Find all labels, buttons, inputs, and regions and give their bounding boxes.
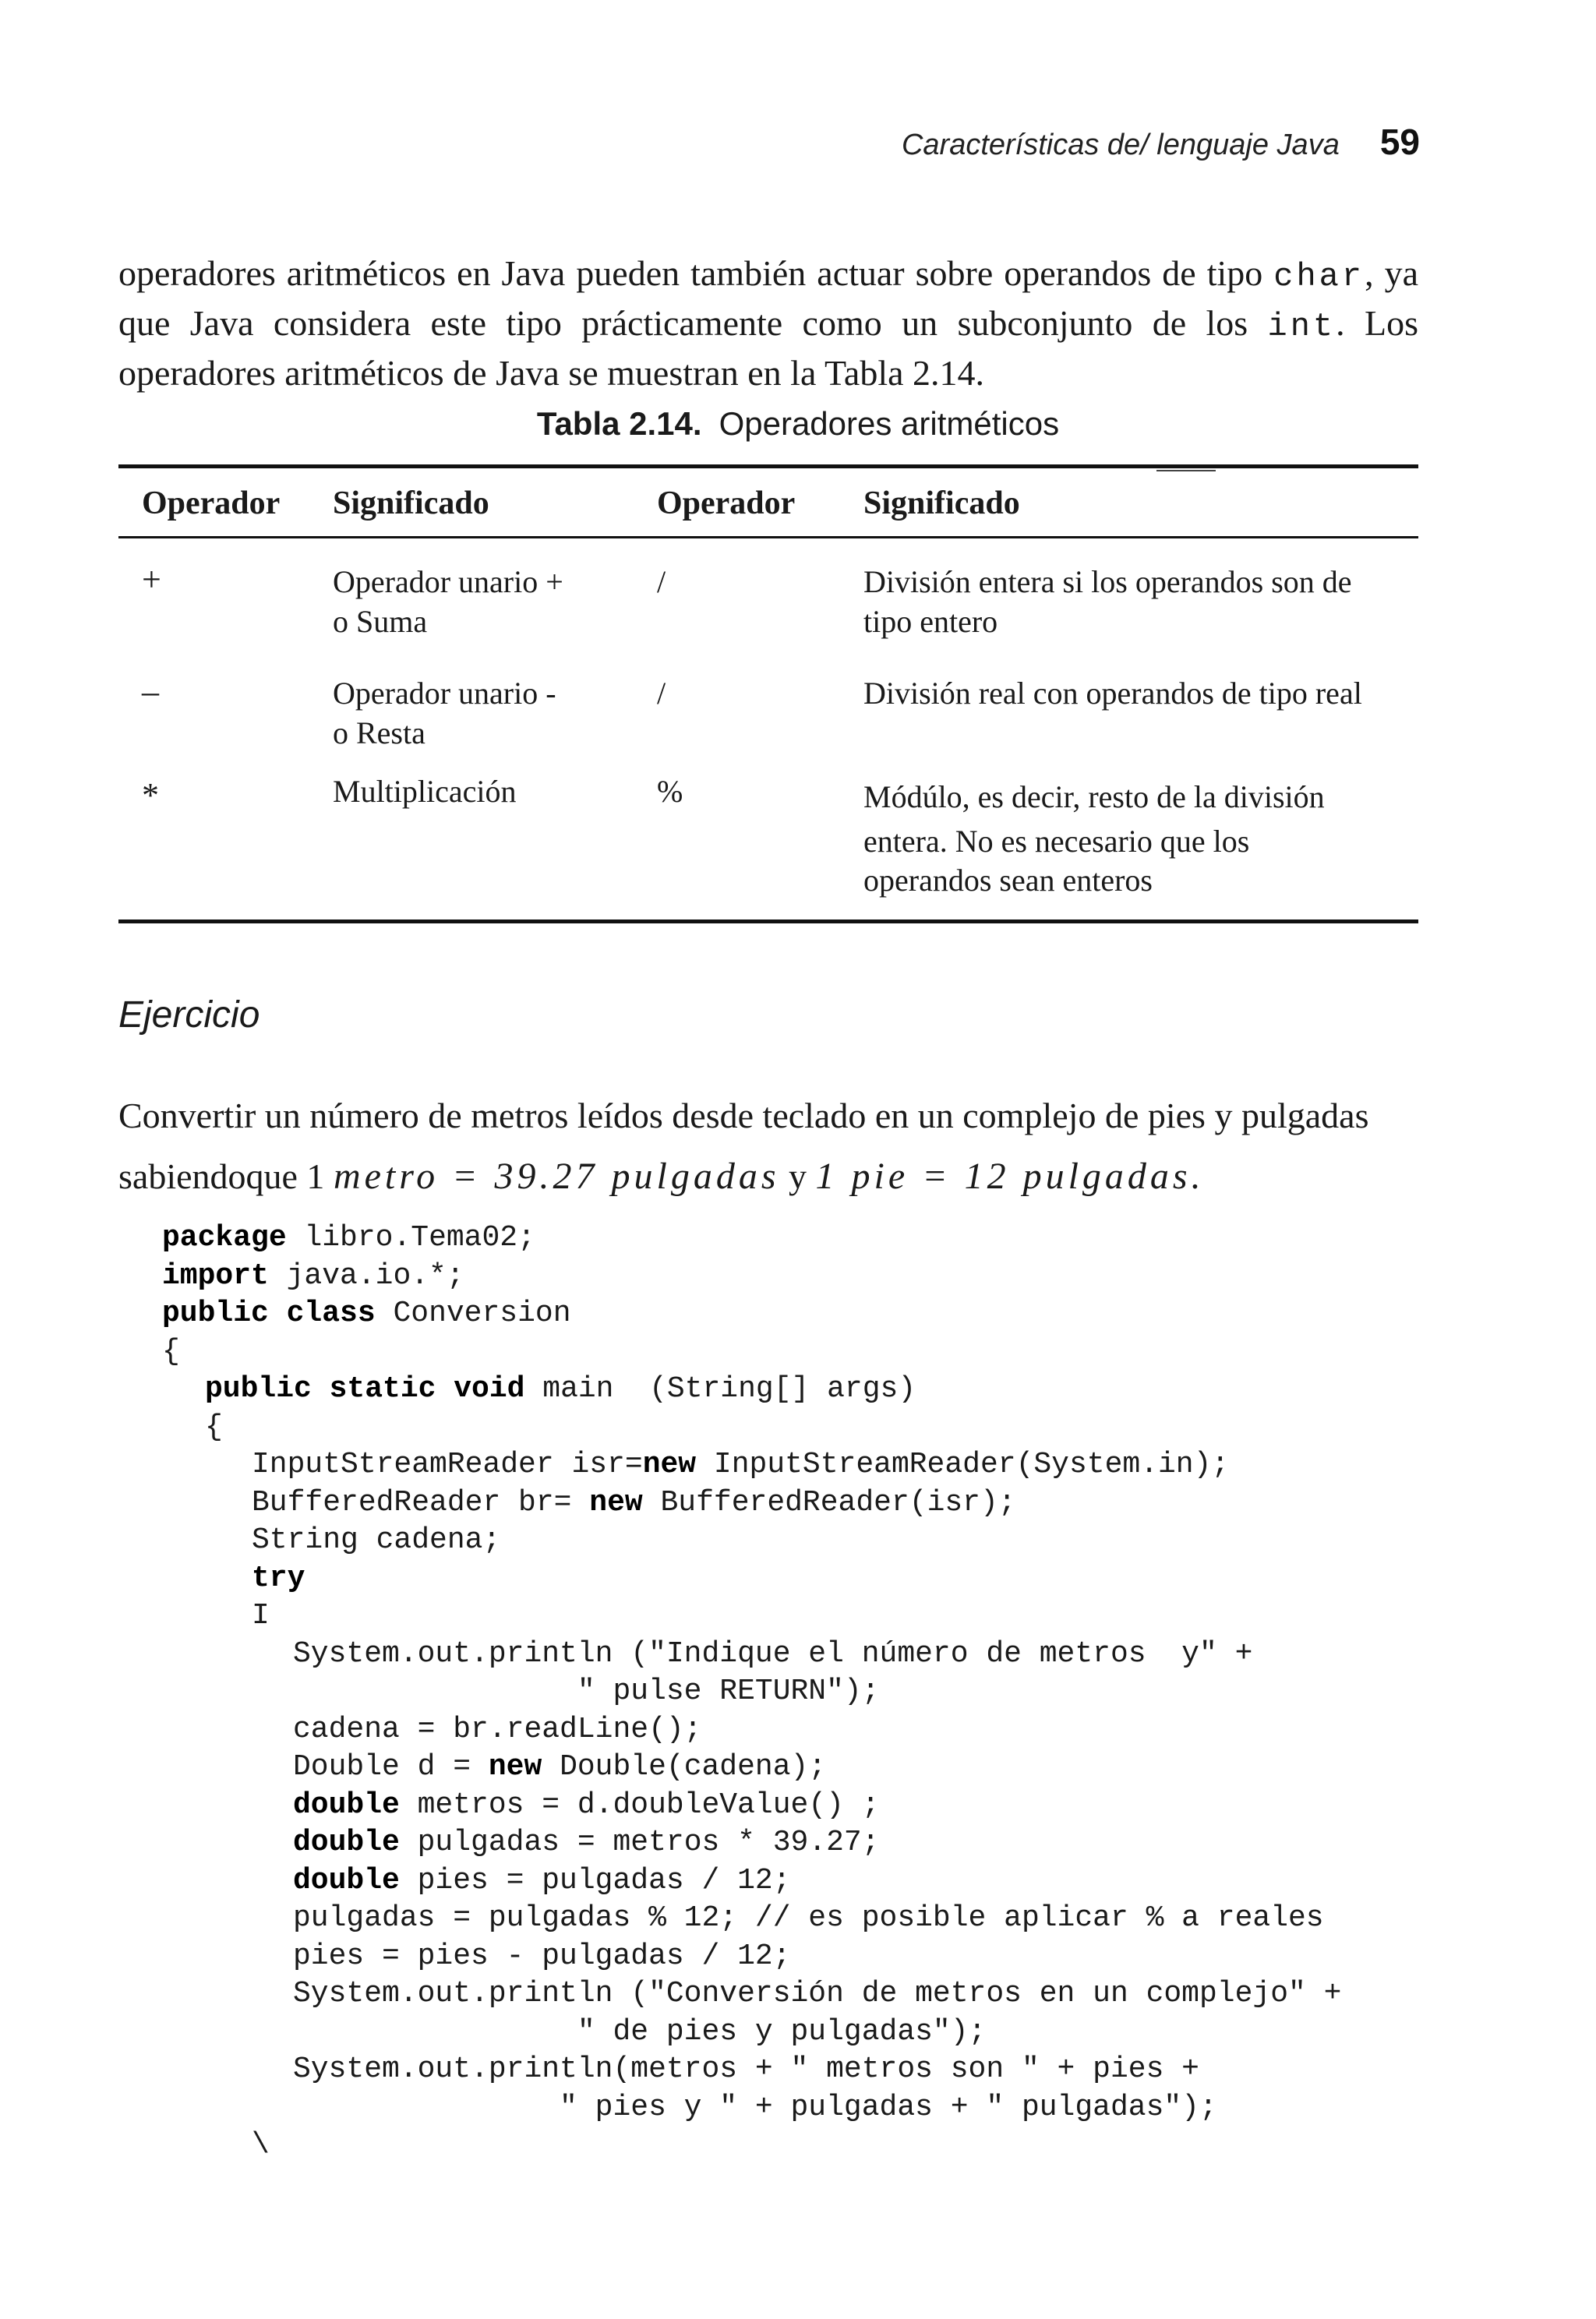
table-caption-title: Operadores aritméticos	[719, 405, 1060, 442]
meaning-line: Multiplicación	[333, 774, 517, 809]
code-line	[162, 1787, 1341, 1825]
code-line	[162, 1900, 1341, 1938]
meaning-line: tipo entero	[863, 604, 998, 639]
code-keyword: double	[293, 1826, 400, 1859]
code-line	[162, 1636, 1341, 1674]
meaning-line: entera. No es necesario que los	[863, 824, 1250, 859]
code-text: pies = pies - pulgadas / 12;	[293, 1939, 791, 1973]
code-line	[162, 1862, 1341, 1901]
running-header	[902, 121, 1420, 168]
operator-slash: /	[657, 676, 666, 711]
meaning-line: Operador unario -	[333, 676, 556, 711]
operator-asterisk: *	[142, 776, 159, 814]
meaning-line: Módúlo, es decir, resto de la división	[863, 779, 1325, 814]
code-keyword: double	[293, 1788, 400, 1822]
meaning-cell	[863, 771, 1418, 900]
code-text: Double(cadena);	[542, 1750, 827, 1784]
inline-code-char: char	[1273, 258, 1365, 295]
code-keyword: public static void	[205, 1372, 525, 1406]
code-text: InputStreamReader(System.in);	[696, 1448, 1230, 1481]
code-line	[162, 1560, 1341, 1598]
code-text: \	[252, 2128, 270, 2162]
code-text: main (String[] args)	[524, 1372, 916, 1406]
code-keyword: public class	[162, 1297, 376, 1330]
operator-percent: %	[657, 774, 683, 809]
code-keyword: double	[293, 1863, 400, 1897]
header-operator: Operador	[657, 485, 796, 521]
code-line	[162, 2089, 1341, 2127]
code-line	[162, 1484, 1341, 1523]
page-number: 59	[1379, 122, 1420, 162]
code-keyword: new	[488, 1750, 542, 1784]
header-meaning: Significado	[333, 485, 489, 521]
code-text: {	[162, 1334, 180, 1368]
table-caption-number: Tabla 2.14.	[536, 405, 702, 442]
operator-slash: /	[657, 564, 666, 599]
code-text: String cadena;	[252, 1523, 501, 1557]
meaning-line: División entera si los operandos son de	[863, 564, 1352, 599]
exercise-prefix: sabiendoque 1	[118, 1156, 334, 1196]
code-text: pulgadas = pulgadas % 12; // es posible aplicar % a reales	[293, 1901, 1324, 1935]
code-line	[162, 1258, 1341, 1296]
code-line	[162, 2014, 1341, 2052]
table-top-rule	[118, 464, 1418, 468]
exercise-line	[118, 1146, 1418, 1207]
header-operator: Operador	[142, 485, 281, 521]
code-text: metros = d.doubleValue() ;	[399, 1788, 880, 1822]
meaning-cell	[863, 562, 1352, 641]
code-line	[162, 2127, 1341, 2165]
code-line	[162, 1295, 1341, 1333]
meaning-line: Operador unario +	[333, 564, 563, 599]
code-line	[162, 1522, 1341, 1560]
intro-text-c: . Los operadores aritméticos de Java se muestran en la Tabla 2.14.	[118, 303, 1418, 393]
meaning-cell	[333, 771, 517, 811]
inline-code-int: int	[1267, 308, 1336, 345]
code-line	[162, 2051, 1341, 2089]
code-text: System.out.println ("Indique el número de metros y" +	[293, 1636, 1253, 1671]
exercise-statement	[118, 1085, 1418, 1207]
operator-plus: +	[142, 560, 161, 598]
code-line	[162, 1824, 1341, 1862]
code-line	[162, 1597, 1341, 1636]
intro-text-b: , ya que Java considera este tipo prácticamente como un subconjunto de los	[118, 253, 1419, 343]
operator-minus: –	[142, 672, 159, 711]
code-keyword: package	[162, 1221, 287, 1255]
code-keyword: new	[642, 1448, 697, 1481]
code-line	[162, 1446, 1341, 1484]
code-text: pies = pulgadas / 12;	[399, 1863, 791, 1897]
intro-text-a: operadores aritméticos en Java pueden también actuar sobre operandos de tipo	[118, 253, 1274, 293]
code-line	[162, 1975, 1341, 2014]
code-text: " de pies y pulgadas");	[293, 2014, 987, 2049]
code-text: Double d =	[293, 1750, 489, 1784]
code-text: {	[205, 1410, 223, 1444]
exercise-line: Convertir un número de metros leídos desde teclado en un complejo de pies y pulgadas	[118, 1096, 1369, 1135]
code-keyword: try	[252, 1561, 305, 1595]
table-header-rule	[118, 536, 1418, 538]
code-text: cadena = br.readLine();	[293, 1712, 702, 1746]
code-line	[162, 1749, 1341, 1787]
meaning-line: o Resta	[333, 715, 425, 750]
code-text: Conversion	[375, 1297, 571, 1330]
table-rule-mark	[1156, 470, 1216, 471]
code-text: java.io.*;	[268, 1258, 464, 1293]
code-text: InputStreamReader isr=	[252, 1448, 643, 1481]
code-text: BufferedReader(isr);	[642, 1485, 1016, 1520]
table-bottom-rule	[118, 919, 1418, 923]
code-line	[162, 1938, 1341, 1976]
section-heading: Ejercicio	[118, 994, 260, 1036]
meaning-cell	[333, 673, 556, 753]
meaning-line: División real con operandos de tipo real	[863, 676, 1362, 711]
code-text: System.out.println(metros + " metros son " + pies +	[293, 2053, 1199, 2086]
code-text: " pulse RETURN");	[293, 1675, 880, 1708]
code-text: I	[252, 1599, 270, 1632]
code-text: System.out.println ("Conversión de metros en un complejo" +	[293, 1977, 1342, 2010]
code-line	[162, 1673, 1341, 1711]
intro-paragraph	[118, 250, 1418, 396]
meaning-cell	[863, 673, 1362, 713]
code-keyword: import	[162, 1258, 269, 1293]
code-line	[162, 1711, 1341, 1749]
code-keyword: new	[589, 1485, 643, 1520]
code-text: libro.Tema02;	[286, 1221, 535, 1255]
exercise-middle: y	[779, 1156, 816, 1196]
code-text: " pies y " + pulgadas + " pulgadas");	[293, 2090, 1217, 2124]
code-line	[162, 1333, 1341, 1371]
header-meaning: Significado	[863, 485, 1020, 521]
math-expression: metro = 39.27 pulgadas	[333, 1156, 780, 1197]
code-listing	[162, 1220, 1341, 2165]
code-text: pulgadas = metros * 39.27;	[399, 1826, 880, 1859]
meaning-line: o Suma	[333, 604, 428, 639]
code-line	[162, 1409, 1341, 1447]
code-line	[162, 1371, 1341, 1409]
code-line	[162, 1220, 1341, 1258]
running-title: Características de/ lenguaje Java	[901, 129, 1340, 161]
table-caption	[0, 405, 1596, 443]
code-text: BufferedReader br=	[252, 1485, 590, 1520]
meaning-line: operandos sean enteros	[863, 863, 1153, 898]
math-expression: 1 pie = 12 pulgadas.	[815, 1156, 1205, 1197]
meaning-cell	[333, 562, 563, 641]
